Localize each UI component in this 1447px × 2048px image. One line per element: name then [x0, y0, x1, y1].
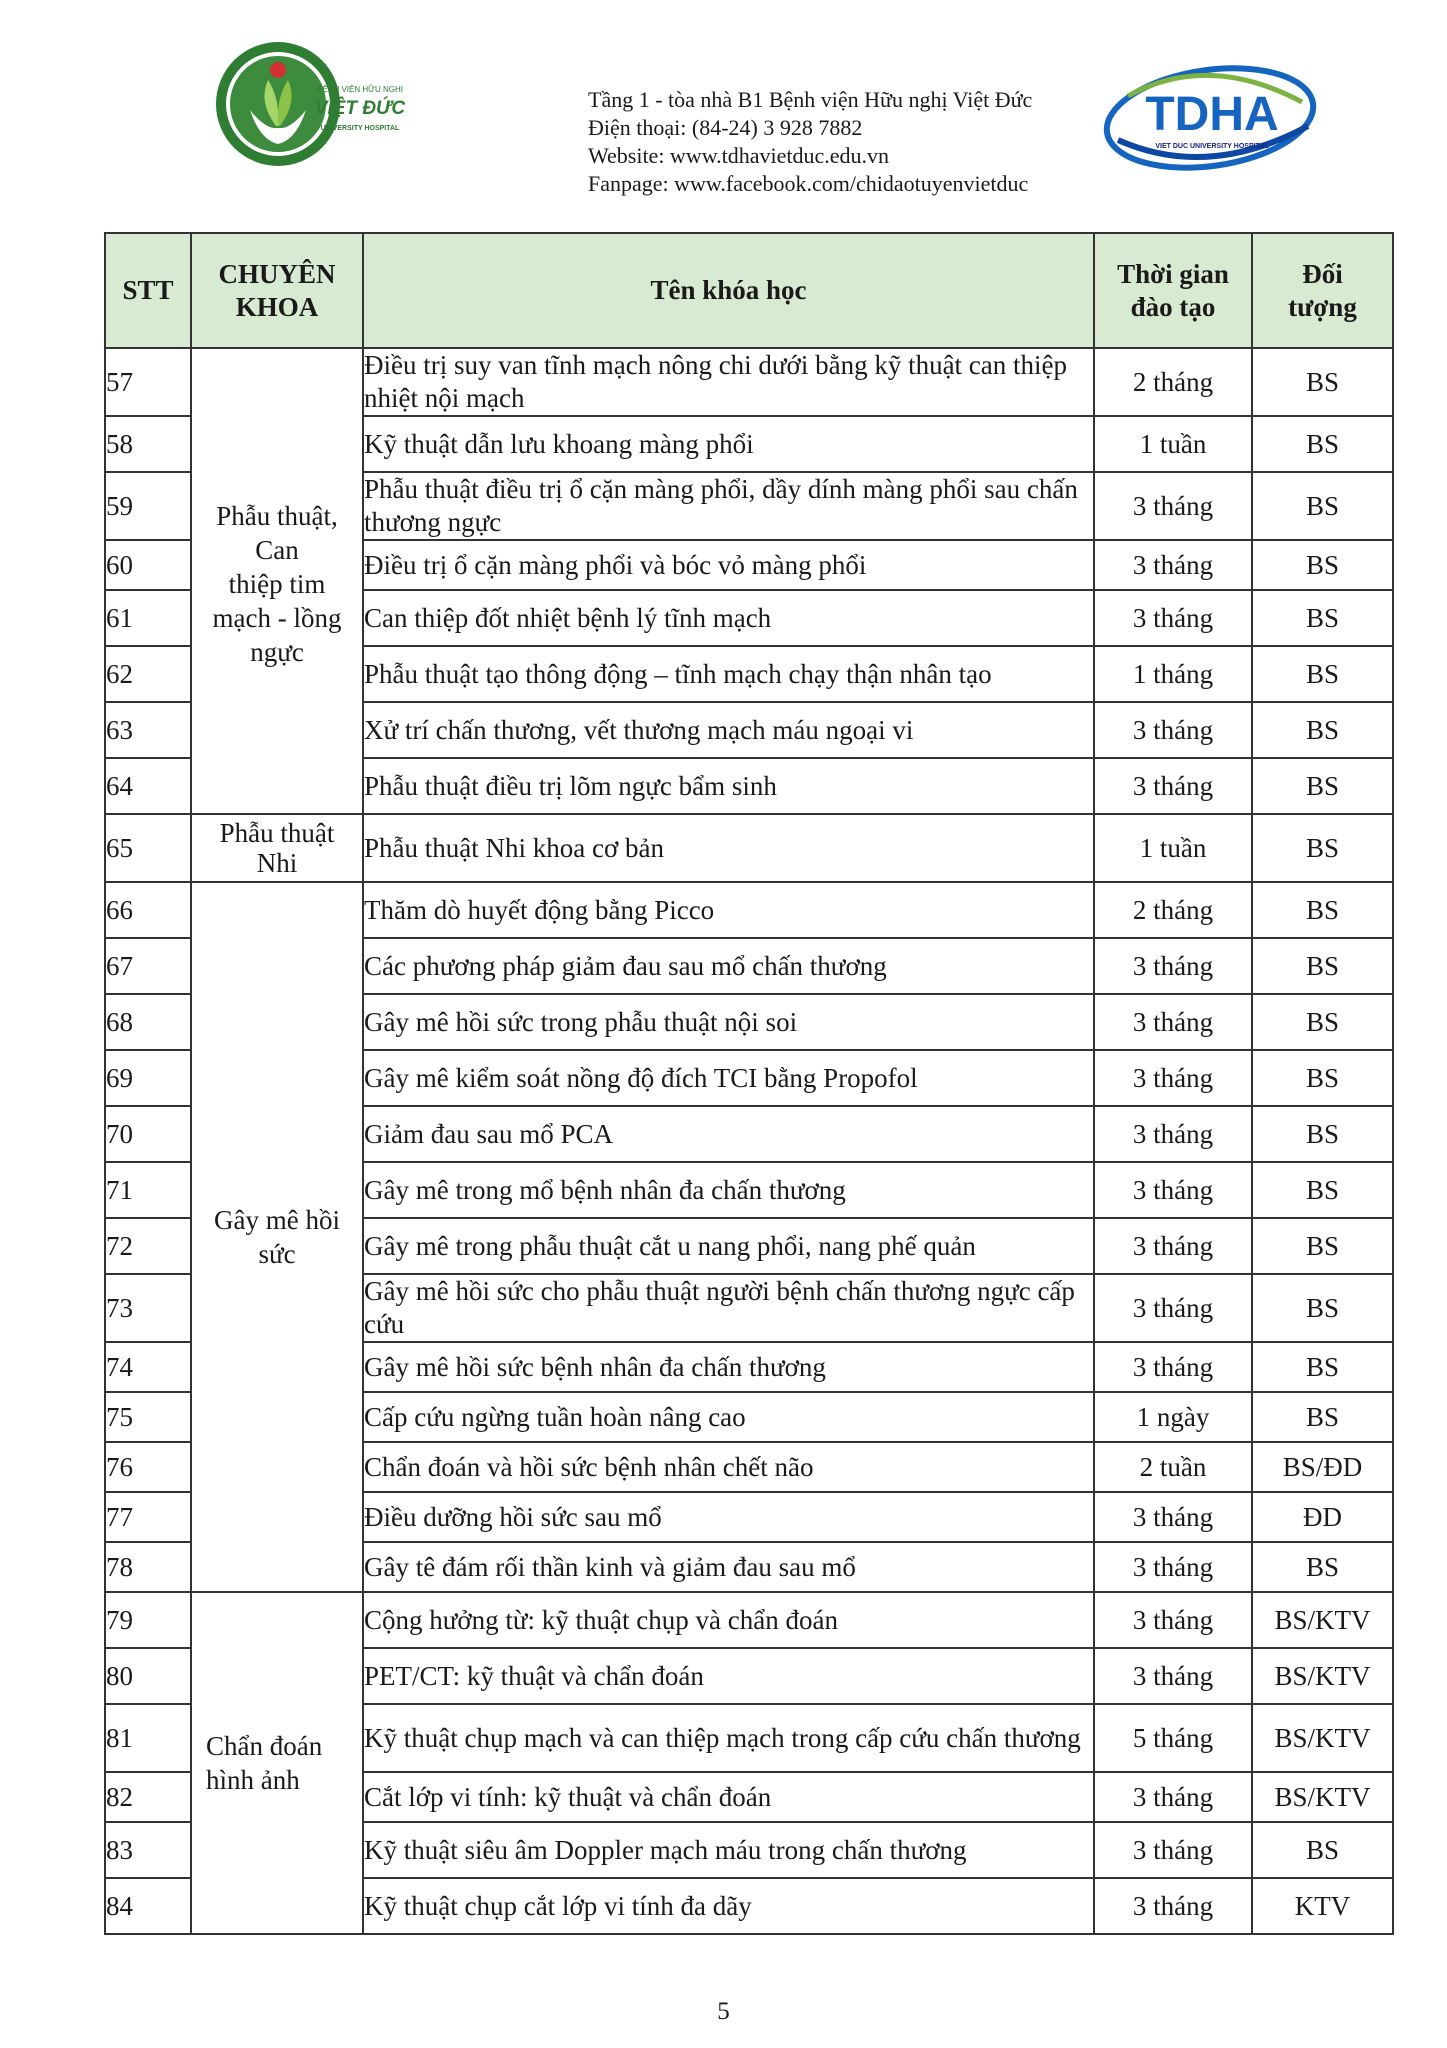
- row-duration: 3 tháng: [1094, 590, 1252, 646]
- row-duration: 3 tháng: [1094, 1342, 1252, 1392]
- row-course: Thăm dò huyết động bằng Picco: [363, 882, 1094, 938]
- table-row: [105, 1592, 1393, 1648]
- header-course: Tên khóa học: [363, 233, 1094, 348]
- row-audience: BS: [1252, 590, 1393, 646]
- specialty-diagnostic-imaging: Chẩn đoán hình ảnh: [206, 1731, 323, 1795]
- row-audience: BS: [1252, 814, 1393, 882]
- row-course: Kỹ thuật chụp mạch và can thiệp mạch trong cấp cứu chấn thương: [363, 1704, 1094, 1772]
- row-stt: 72: [105, 1218, 191, 1274]
- row-duration: 2 tháng: [1094, 348, 1252, 416]
- row-stt: 73: [105, 1274, 191, 1342]
- row-audience: BS: [1252, 416, 1393, 472]
- row-stt: 61: [105, 590, 191, 646]
- row-duration: 3 tháng: [1094, 758, 1252, 814]
- header-duration-line1: Thời gian: [1117, 258, 1229, 289]
- row-audience: BS: [1252, 472, 1393, 540]
- address-line: Tầng 1 - tòa nhà B1 Bệnh viện Hữu nghị Việt Đức: [588, 87, 1033, 112]
- contact-info: [588, 86, 1032, 198]
- table-row: [105, 814, 1393, 882]
- row-audience: BS: [1252, 1392, 1393, 1442]
- row-duration: 3 tháng: [1094, 1878, 1252, 1934]
- row-duration: 3 tháng: [1094, 994, 1252, 1050]
- row-duration: 3 tháng: [1094, 1772, 1252, 1822]
- row-stt: 81: [105, 1704, 191, 1772]
- row-audience: BS: [1252, 540, 1393, 590]
- row-course: Gây tê đám rối thần kinh và giảm đau sau mổ: [363, 1542, 1094, 1592]
- row-audience: BS: [1252, 1218, 1393, 1274]
- row-course: Chẩn đoán và hồi sức bệnh nhân chết não: [363, 1442, 1094, 1492]
- row-course: Cắt lớp vi tính: kỹ thuật và chẩn đoán: [363, 1772, 1094, 1822]
- specialty-cardiothoracic: Phẫu thuật, Can thiệp tim mạch - lồng ngực: [212, 501, 342, 667]
- header-specialty: [191, 233, 363, 348]
- row-stt: 58: [105, 416, 191, 472]
- row-duration: 3 tháng: [1094, 1542, 1252, 1592]
- row-audience: BS: [1252, 882, 1393, 938]
- row-audience: KTV: [1252, 1878, 1393, 1934]
- row-audience: BS/KTV: [1252, 1704, 1393, 1772]
- header-duration: [1094, 233, 1252, 348]
- row-stt: 59: [105, 472, 191, 540]
- row-audience: BS: [1252, 1342, 1393, 1392]
- row-course: Can thiệp đốt nhiệt bệnh lý tĩnh mạch: [363, 590, 1094, 646]
- row-audience: ĐD: [1252, 1492, 1393, 1542]
- left-logo-subtitle: UNIVERSITY HOSPITAL: [320, 125, 400, 132]
- header-duration-line2: đào tạo: [1130, 291, 1216, 322]
- row-duration: 3 tháng: [1094, 1162, 1252, 1218]
- row-duration: 3 tháng: [1094, 1592, 1252, 1648]
- row-stt: 76: [105, 1442, 191, 1492]
- header-specialty-line1: CHUYÊN: [218, 258, 336, 289]
- row-duration: 3 tháng: [1094, 938, 1252, 994]
- row-course: Gây mê trong mổ bệnh nhân đa chấn thương: [363, 1162, 1094, 1218]
- row-course: Xử trí chấn thương, vết thương mạch máu ngoại vi: [363, 702, 1094, 758]
- row-duration: 3 tháng: [1094, 472, 1252, 540]
- row-course: PET/CT: kỹ thuật và chẩn đoán: [363, 1648, 1094, 1704]
- row-duration: 3 tháng: [1094, 1648, 1252, 1704]
- header-specialty-line2: KHOA: [235, 291, 319, 322]
- left-logo-title: VIỆT ĐỨC: [314, 98, 406, 119]
- row-course: Điều trị ổ cặn màng phổi và bóc vỏ màng phổi: [363, 540, 1094, 590]
- row-course: Gây mê hồi sức bệnh nhân đa chấn thương: [363, 1342, 1094, 1392]
- phone-line: Điện thoại: (84-24) 3 928 7882: [588, 115, 863, 140]
- row-course: Phẫu thuật điều trị ổ cặn màng phổi, dầy dính màng phổi sau chấn thương ngực: [363, 472, 1094, 540]
- row-audience: BS: [1252, 1274, 1393, 1342]
- row-audience: BS: [1252, 1106, 1393, 1162]
- row-stt: 69: [105, 1050, 191, 1106]
- row-stt: 71: [105, 1162, 191, 1218]
- row-stt: 75: [105, 1392, 191, 1442]
- row-stt: 70: [105, 1106, 191, 1162]
- row-stt: 65: [105, 814, 191, 882]
- row-stt: 84: [105, 1878, 191, 1934]
- row-stt: 64: [105, 758, 191, 814]
- course-table: [104, 232, 1394, 1935]
- row-course: Điều dưỡng hồi sức sau mổ: [363, 1492, 1094, 1542]
- row-course: Các phương pháp giảm đau sau mổ chấn thương: [363, 938, 1094, 994]
- row-duration: 5 tháng: [1094, 1704, 1252, 1772]
- table-row: [105, 348, 1393, 416]
- row-audience: BS: [1252, 646, 1393, 702]
- row-course: Kỹ thuật dẫn lưu khoang màng phổi: [363, 416, 1094, 472]
- left-logo-name: BỆNH VIỆN HỮU NGHỊ: [317, 85, 403, 94]
- table-header-row: [105, 233, 1393, 348]
- specialty-cell: [191, 814, 363, 882]
- row-audience: BS/KTV: [1252, 1648, 1393, 1704]
- specialty-pediatric-surgery: Phẫu thuật Nhi: [219, 818, 335, 878]
- row-stt: 77: [105, 1492, 191, 1542]
- row-stt: 78: [105, 1542, 191, 1592]
- row-audience: BS: [1252, 1050, 1393, 1106]
- row-course: Kỹ thuật siêu âm Doppler mạch máu trong chấn thương: [363, 1822, 1094, 1878]
- page-number: 5: [717, 1998, 730, 2025]
- row-duration: 3 tháng: [1094, 1274, 1252, 1342]
- row-audience: BS: [1252, 1822, 1393, 1878]
- row-course: Phẫu thuật Nhi khoa cơ bản: [363, 814, 1094, 882]
- row-audience: BS: [1252, 758, 1393, 814]
- fanpage-line: Fanpage: www.facebook.com/chidaotuyenvietduc: [588, 171, 1029, 196]
- row-audience: BS: [1252, 348, 1393, 416]
- viet-duc-hospital-logo: [210, 40, 450, 175]
- row-duration: 3 tháng: [1094, 702, 1252, 758]
- row-course: Kỹ thuật chụp cắt lớp vi tính đa dãy: [363, 1878, 1094, 1934]
- row-course: Điều trị suy van tĩnh mạch nông chi dưới bằng kỹ thuật can thiệp nhiệt nội mạch: [363, 348, 1094, 416]
- row-audience: BS/ĐD: [1252, 1442, 1393, 1492]
- row-course: Gây mê kiểm soát nồng độ đích TCI bằng Propofol: [363, 1050, 1094, 1106]
- header-stt: STT: [105, 233, 191, 348]
- row-duration: 1 ngày: [1094, 1392, 1252, 1442]
- specialty-cell: [191, 1592, 363, 1934]
- row-stt: 68: [105, 994, 191, 1050]
- row-stt: 74: [105, 1342, 191, 1392]
- row-audience: BS/KTV: [1252, 1592, 1393, 1648]
- header-audience: [1252, 233, 1393, 348]
- row-audience: BS: [1252, 1162, 1393, 1218]
- row-audience: BS: [1252, 702, 1393, 758]
- row-course: Phẫu thuật điều trị lõm ngực bẩm sinh: [363, 758, 1094, 814]
- tdha-logo: [1098, 56, 1326, 176]
- row-stt: 57: [105, 348, 191, 416]
- row-duration: 3 tháng: [1094, 1050, 1252, 1106]
- right-logo-subtitle: VIET DUC UNIVERSITY HOSPITAL: [1155, 143, 1269, 150]
- row-duration: 3 tháng: [1094, 1218, 1252, 1274]
- row-course: Giảm đau sau mổ PCA: [363, 1106, 1094, 1162]
- row-stt: 80: [105, 1648, 191, 1704]
- row-stt: 60: [105, 540, 191, 590]
- table-row: [105, 882, 1393, 938]
- header-audience-line1: Đối: [1302, 258, 1343, 289]
- row-duration: 3 tháng: [1094, 1106, 1252, 1162]
- row-stt: 63: [105, 702, 191, 758]
- row-duration: 3 tháng: [1094, 540, 1252, 590]
- row-course: Cộng hưởng từ: kỹ thuật chụp và chẩn đoán: [363, 1592, 1094, 1648]
- row-course: Gây mê hồi sức trong phẫu thuật nội soi: [363, 994, 1094, 1050]
- specialty-cell: [191, 348, 363, 814]
- row-duration: 1 tuần: [1094, 814, 1252, 882]
- row-audience: BS: [1252, 1542, 1393, 1592]
- row-duration: 1 tháng: [1094, 646, 1252, 702]
- row-duration: 2 tháng: [1094, 882, 1252, 938]
- row-course: Cấp cứu ngừng tuần hoàn nâng cao: [363, 1392, 1094, 1442]
- row-stt: 79: [105, 1592, 191, 1648]
- row-duration: 3 tháng: [1094, 1492, 1252, 1542]
- row-course: Gây mê trong phẫu thuật cắt u nang phổi, nang phế quản: [363, 1218, 1094, 1274]
- row-stt: 82: [105, 1772, 191, 1822]
- website-line: Website: www.tdhavietduc.edu.vn: [588, 143, 890, 168]
- header-audience-line2: tượng: [1288, 291, 1357, 322]
- row-duration: 3 tháng: [1094, 1822, 1252, 1878]
- row-stt: 83: [105, 1822, 191, 1878]
- row-stt: 62: [105, 646, 191, 702]
- row-course: Phẫu thuật tạo thông động – tĩnh mạch chạy thận nhân tạo: [363, 646, 1094, 702]
- row-stt: 66: [105, 882, 191, 938]
- row-duration: 2 tuần: [1094, 1442, 1252, 1492]
- right-logo-title: TDHA: [1145, 88, 1279, 141]
- specialty-cell: [191, 882, 363, 1592]
- row-stt: 67: [105, 938, 191, 994]
- row-audience: BS/KTV: [1252, 1772, 1393, 1822]
- row-audience: BS: [1252, 938, 1393, 994]
- row-audience: BS: [1252, 994, 1393, 1050]
- row-duration: 1 tuần: [1094, 416, 1252, 472]
- row-course: Gây mê hồi sức cho phẫu thuật người bệnh chấn thương ngực cấp cứu: [363, 1274, 1094, 1342]
- specialty-anesthesia: Gây mê hồi sức: [214, 1205, 340, 1269]
